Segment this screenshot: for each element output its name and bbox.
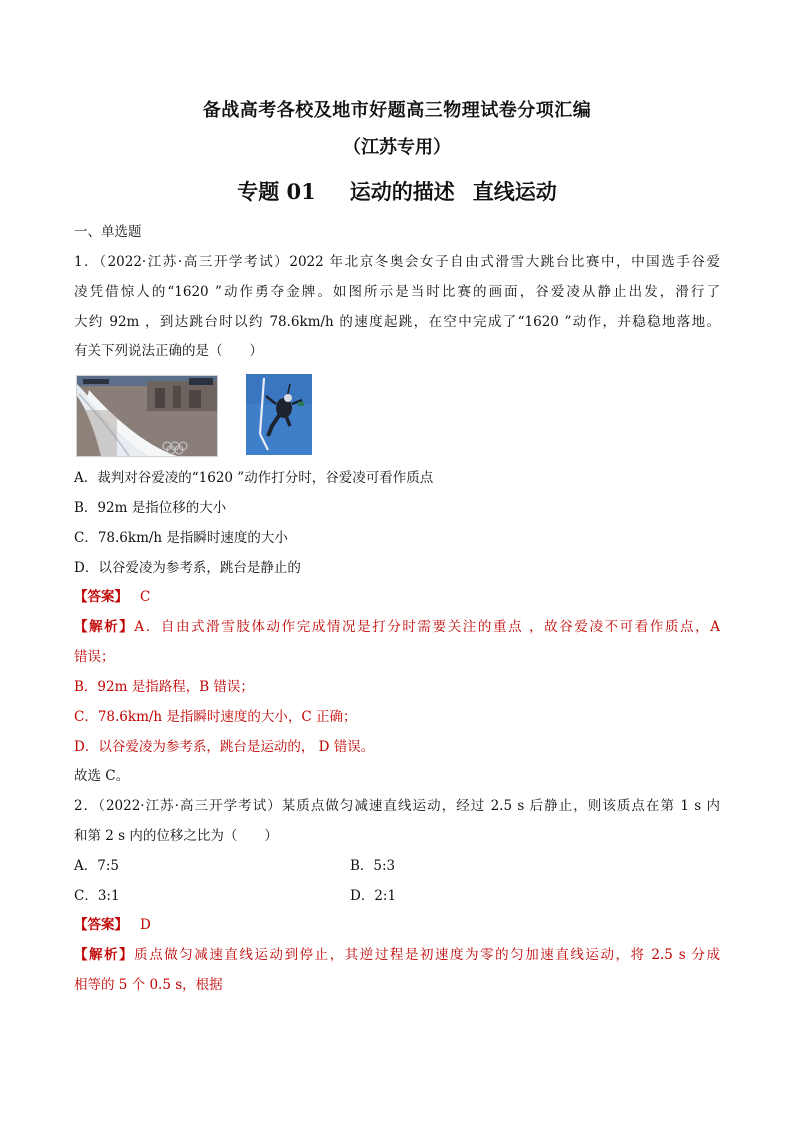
- analysis-tag: 【解析】: [74, 947, 135, 963]
- ski-jump-ramp-photo: [76, 375, 218, 457]
- answer-tag: 【答案】: [74, 917, 128, 933]
- q2-stem-line-2: 和第 2 s 内的位移之比为（ ）: [74, 828, 278, 844]
- topic-part-b: 直线运动: [472, 179, 557, 204]
- q2-stem-line-1: 2．（2022·江苏·高三开学考试）某质点做匀减速直线运动，经过 2.5 s 后静止，则该质点在第 1 s 内: [74, 798, 720, 814]
- analysis-tag: 【解析】: [74, 619, 135, 635]
- topic-number: 专题 01: [237, 179, 316, 204]
- q2-analysis-line-1: [74, 946, 720, 964]
- q1-option-d: D．以谷爱凌为参考系，跳台是静止的: [74, 560, 301, 576]
- q1-analysis-c: C．78.6km/h 是指瞬时速度的大小，C 正确；: [74, 709, 357, 725]
- answer-value: D: [140, 917, 151, 933]
- analysis-text: 质点做匀减速直线运动到停止，其逆过程是初速度为零的匀加速直线运动，将 2.5 s 分成: [134, 947, 720, 963]
- ramp-photo-drawing: [77, 376, 217, 456]
- q1-conclusion: 故选 C。: [74, 768, 130, 784]
- q1-option-c: C．78.6km/h 是指瞬时速度的大小: [74, 530, 288, 546]
- q1-stem-line-2: 凌凭借惊人的“1620 ”动作勇夺金牌。如图所示是当时比赛的画面，谷爱凌从静止出发，滑行了: [74, 284, 720, 300]
- q1-stem-line-1: 1．（2022·江苏·高三开学考试）2022 年北京冬奥会女子自由式滑雪大跳台比赛中，中国选手谷爱: [74, 254, 720, 270]
- q1-analysis-b: B．92m 是指路程，B 错误；: [74, 679, 254, 695]
- q2-option-a: A．7:5: [74, 858, 119, 874]
- document-title: 备战高考各校及地市好题高三物理试卷分项汇编: [202, 100, 592, 121]
- topic-heading: [0, 176, 794, 206]
- q1-analysis-line-2: 错误；: [74, 649, 115, 665]
- q1-stem-line-3: 大约 92m ，到达跳台时以约 78.6km/h 的速度起跳，在空中完成了“1620 ”动作，并稳稳地落地。: [74, 314, 720, 330]
- q1-stem-line-4: 有关下列说法正确的是（ ）: [74, 343, 263, 359]
- q2-option-d: D．2:1: [350, 888, 397, 904]
- q1-option-a: A．裁判对谷爱凌的“1620 ”动作打分时，谷爱凌可看作质点: [74, 470, 434, 486]
- q1-analysis-d: D．以谷爱凌为参考系，跳台是运动的， D 错误。: [74, 739, 375, 755]
- skier-photo-drawing: [246, 374, 312, 455]
- q2-option-c: C．3:1: [74, 888, 120, 904]
- analysis-text: A．自由式滑雪肢体动作完成情况是打分时需要关注的重点 ，故谷爱凌不可看作质点，A: [134, 619, 721, 635]
- q1-option-b: B．92m 是指位移的大小: [74, 500, 227, 516]
- topic-part-a: 运动的描述: [349, 179, 455, 204]
- q2-option-b: B．5:3: [350, 858, 396, 874]
- answer-tag: 【答案】: [74, 589, 128, 605]
- q1-analysis-line-1: [74, 618, 720, 636]
- answer-value: C: [140, 589, 151, 605]
- q1-answer: [74, 588, 150, 606]
- section-label: 一、单选题: [74, 224, 142, 240]
- q2-analysis-line-2: 相等的 5 个 0.5 s，根据: [74, 977, 223, 993]
- skier-in-air-photo: [246, 374, 312, 455]
- document-subtitle: （江苏专用）: [343, 137, 451, 158]
- q2-answer: [74, 916, 151, 934]
